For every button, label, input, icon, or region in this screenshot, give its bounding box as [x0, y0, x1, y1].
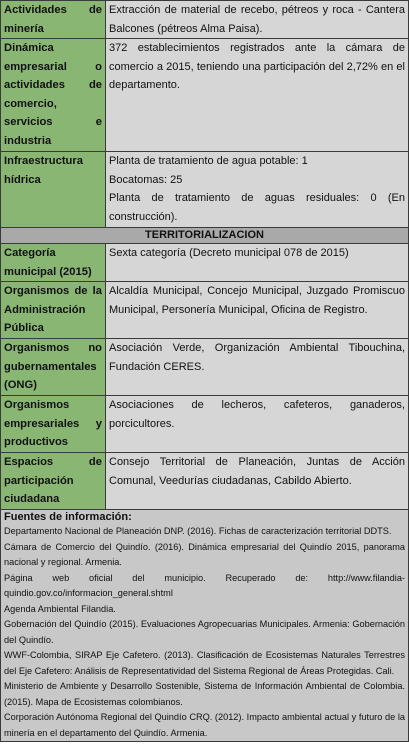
row-label: Categoría municipal (2015): [1, 244, 106, 282]
source-item: Agenda Ambiental Filandia.: [4, 603, 116, 614]
section-title: TERRITORIALIZACION: [1, 228, 409, 244]
table-row-infraestructura-hidrica: [1, 152, 409, 228]
source-item: WWF-Colombia, SIRAP Eje Cafetero. (2013). Clasificación de Ecosistemas Naturales Terrestres del Eje Cafetero: Análisis de Representatividad del Sistema Regional de Áreas Protegidas. Cali.: [4, 650, 405, 676]
row-value: Asociaciones de lecheros, cafeteros, ganaderos, porcicultores.: [106, 396, 409, 453]
section-header-row: [1, 228, 409, 244]
table-row-mineria: [1, 1, 409, 39]
table-row-organismos-empresariales: [1, 396, 409, 453]
row-label: Infraestructura hídrica: [1, 152, 106, 228]
row-value: 372 establecimientos registrados ante la cámara de comercio a 2015, teniendo una participación del 2,72% en el departamento.: [106, 39, 409, 152]
row-value: Consejo Territorial de Planeación, Juntas de Acción Comunal, Veedurías ciudadanas, Cabildo Abierto.: [106, 453, 409, 510]
sources-row: [1, 510, 409, 742]
source-item: Ministerio de Ambiente y Desarrollo Sostenible, Sistema de Información Ambiental de Colombia. (2015). Mapa de Ecosistemas colombianos.: [4, 681, 405, 707]
row-value: Alcaldía Municipal, Concejo Municipal, Juzgado Promiscuo Municipal, Personería Municipal, Oficina de Registro.: [106, 282, 409, 339]
row-value: Extracción de material de recebo, pétreos y roca - Cantera Balcones (pétreos Alma Paisa).: [106, 1, 409, 39]
sources-cell: [1, 510, 409, 742]
row-label: Organismos de la Administración Pública: [1, 282, 106, 339]
table-row-participacion-ciudadana: [1, 453, 409, 510]
row-value: Planta de tratamiento de agua potable: 1 Bocatomas: 25 Planta de tratamiento de aguas residuales: 0 (En construcción).: [106, 152, 409, 228]
source-item: Gobernación del Quindío (2015). Evaluaciones Agropecuarias Municipales. Armenia: Gobernación del Quindío.: [4, 619, 405, 645]
source-item: Cámara de Comercio del Quindío. (2016). Dinámica empresarial del Quindío 2015, panorama nacional y regional. Armenia.: [4, 541, 405, 567]
source-item: Página web oficial del municipio. Recuperado de: http://www.filandia-quindio.gov.co/informacion_general.shtml: [4, 572, 405, 598]
row-label: Espacios de participación ciudadana: [1, 453, 106, 510]
row-label: Dinámica empresarial o actividades de comercio, servicios e industria: [1, 39, 106, 152]
row-label: Organismos empresariales y productivos: [1, 396, 106, 453]
sources-title: Fuentes de información:: [4, 511, 132, 523]
row-label: Organismos no gubernamentales (ONG): [1, 339, 106, 396]
row-value: Asociación Verde, Organización Ambiental Tibouchina, Fundación CERES.: [106, 339, 409, 396]
row-label: Actividades de minería: [1, 1, 106, 39]
table-row-administracion-publica: [1, 282, 409, 339]
table-row-ong: [1, 339, 409, 396]
table-row-categoria: [1, 244, 409, 282]
source-item: Corporación Autónoma Regional del Quindío CRQ. (2012). Impacto ambiental actual y futuro de la minería en el departamento del Quindío. Armenia.: [4, 712, 405, 738]
source-item: Departamento Nacional de Planeación DNP. (2016). Fichas de caracterización territorial DDTS.: [4, 526, 392, 536]
table-row-dinamica-empresarial: [1, 39, 409, 152]
row-value: Sexta categoría (Decreto municipal 078 de 2015): [106, 244, 409, 282]
